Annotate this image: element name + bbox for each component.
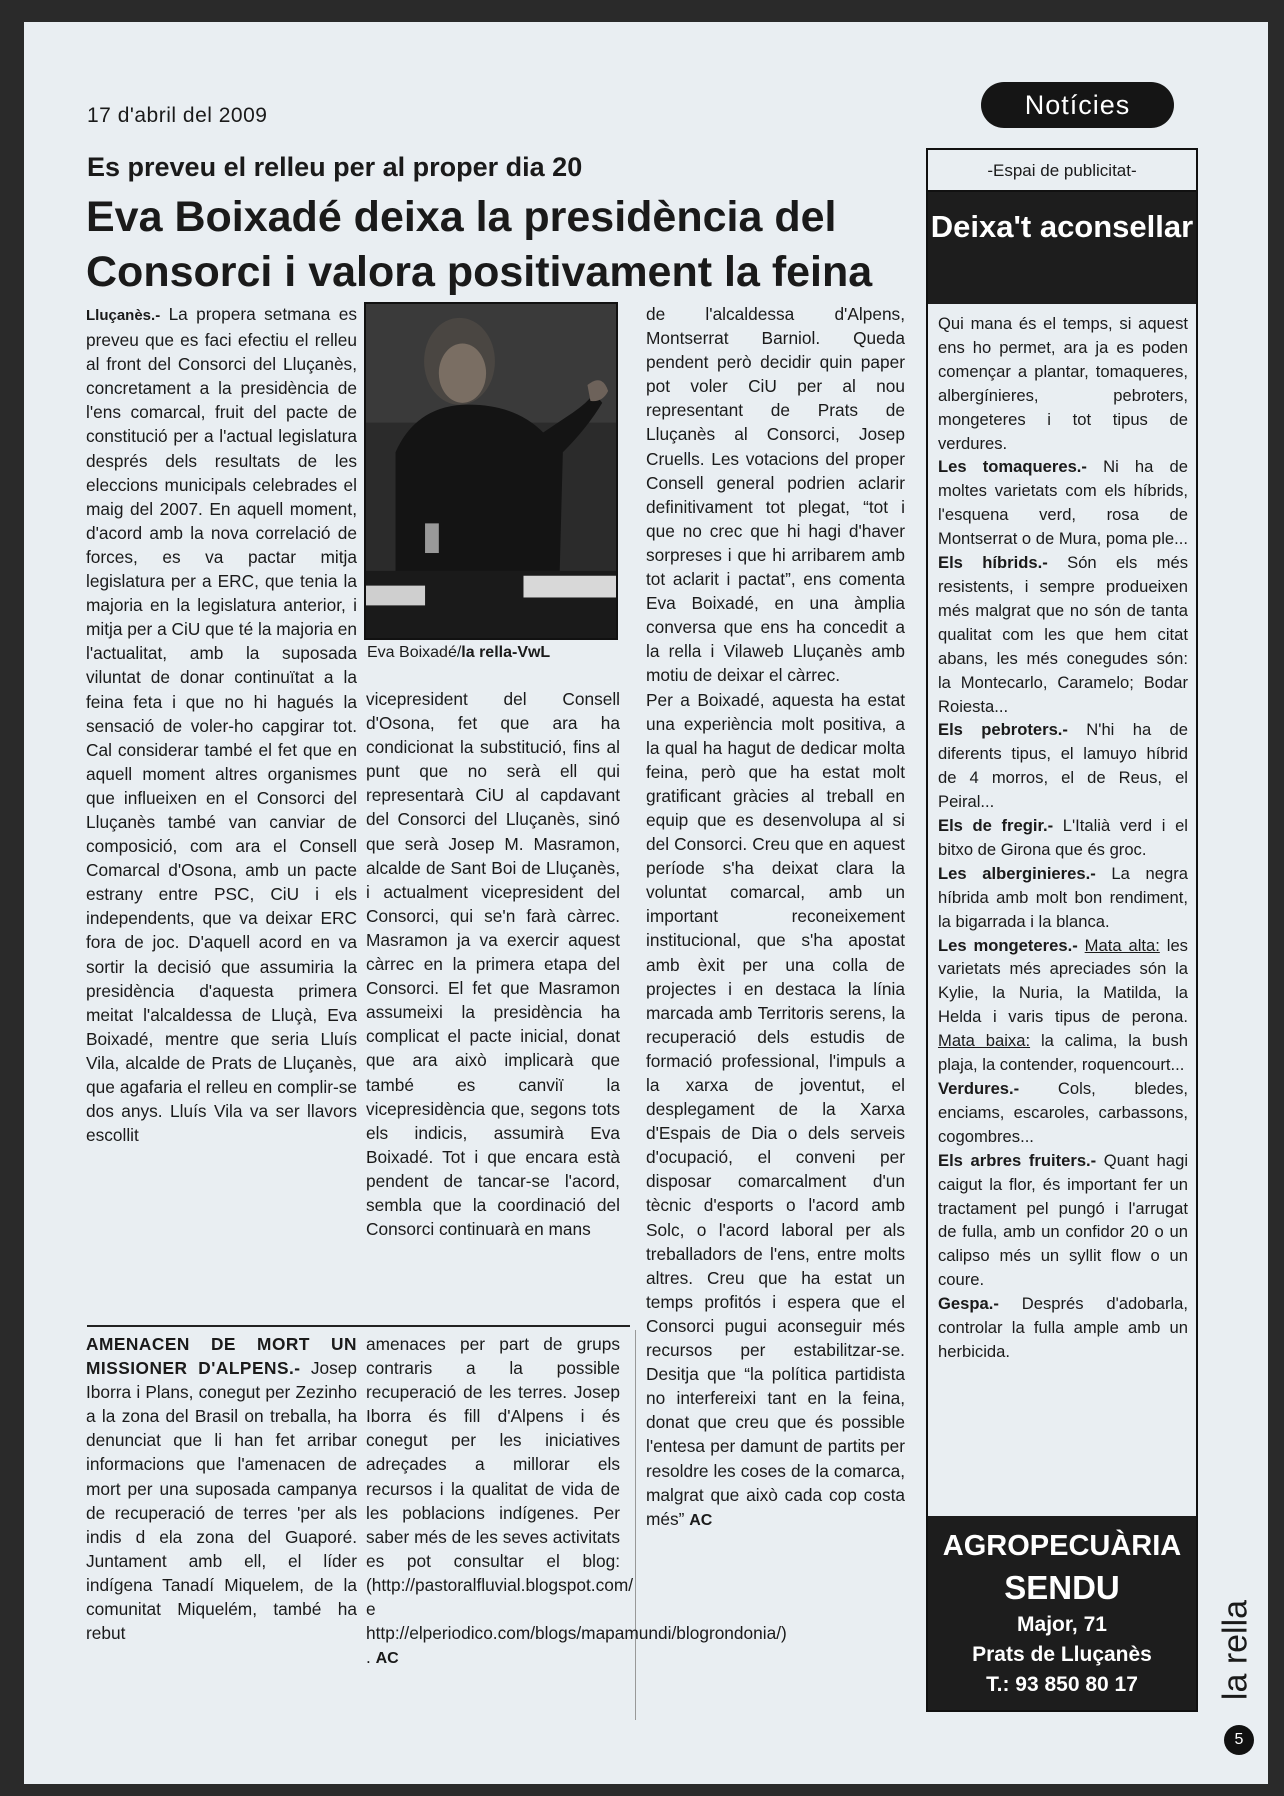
- ad-body: [928, 304, 1196, 1370]
- publication-brand: [1216, 1580, 1256, 1720]
- brief-signature: AC: [375, 1650, 399, 1668]
- ad-item-term: Els pebroters.-: [938, 720, 1068, 740]
- column-rule: [635, 1330, 636, 1720]
- ad-item-term: Els arbres fruiters.-: [938, 1150, 1097, 1170]
- brand-text: la rella: [1216, 1599, 1255, 1701]
- ad-mata-alta-label: Mata alta:: [1084, 935, 1160, 955]
- ad-item-term: Les tomaqueres.-: [938, 457, 1087, 477]
- ad-title: Deixa't aconsellar: [928, 192, 1196, 304]
- photo-caption-name: Eva Boixadé/: [367, 644, 462, 661]
- ad-item-text: La negra híbrida amb molt bon rendiment, la bigarrada i la blanca.: [938, 863, 1188, 931]
- brief-divider: [87, 1325, 630, 1327]
- business-name-line-2: SENDU: [1004, 1569, 1120, 1606]
- ad-business-block: [928, 1516, 1196, 1710]
- article-column-1: [86, 302, 357, 1147]
- ad-item-term: Els de fregir.-: [938, 816, 1054, 836]
- business-phone: T.: 93 850 80 17: [986, 1673, 1138, 1696]
- article-column-3: [646, 302, 905, 1533]
- ad-item-text: Són els més resistents, i sempre produeixen més malgrat que no són de tanta qualitat com les que hem citat abans, les més conegudes són: la Montecarlo, Caramelo; Bodar Roiesta...: [938, 553, 1188, 716]
- business-town: Prats de Lluçanès: [972, 1643, 1152, 1666]
- ad-item-term: Les alberginieres.-: [938, 863, 1096, 883]
- brief-col1-text: Josep Iborra i Plans, conegut per Zezinho a la zona del Brasil on treballa, ha denunciat que li han fet arribar informacions que l'amenacen de mort per una suposada campanya de recuperació de terres 'per als indis d ela zona del Guaporé. Juntament amb ell, el líder indígena Tanadí Miquelem, de la comunitat Miquelém, també ha rebut: [86, 1358, 357, 1644]
- brief-column-2: [366, 1332, 787, 1671]
- brief-column-1: [86, 1332, 357, 1645]
- page-number: 5: [1224, 1725, 1254, 1755]
- brief-col2-text: amenaces per part de grups contraris a la possible recuperació de les terres. Josep Iborra és fill d'Alpens i és conegut per les iniciatives adreçades a millorar els recursos i la qualitat de vida de les poblacions indígenes. Per saber més de les seves activitats es pot consultar el blog:(http://pastoralfluvial.blogspot.com/ e http://elperiodico.com/blogs/mapamundi/blogrondonia/) .: [366, 1334, 787, 1668]
- ad-item-term: Les mongeteres.-: [938, 935, 1078, 955]
- ad-item-term: Els híbrids.-: [938, 553, 1048, 573]
- article-headline: Eva Boixadé deixa la presidència del Consorci i valora positivament la feina: [86, 193, 873, 296]
- ad-item-text: Després d'adobarla, controlar la fulla ample amb un herbicida.: [938, 1294, 1188, 1361]
- person-photo-image: [366, 304, 616, 638]
- ad-intro: Qui mana és el temps, si aquest ens ho permet, ara ja es poden començar a plantar, tomaqueres, albergínieres, pebroters, mongeteres i tot tipus de verdures.: [938, 314, 1188, 453]
- ad-item-term: Verdures.-: [938, 1079, 1020, 1098]
- article-col1-text: La propera setmana es preveu que es faci efectiu el relleu al front del Consorci del Lluçanès, concretament a la presidència de l'ens comarcal, fruit del pacte de constitució per a l'actual legislatura després dels resultats de les eleccions municipals celebrades el maig del 2007. En aquell moment, d'acord amb la nova correlació de forces, es va pactar mitja legislatura per a ERC, que tenia la majoria en la legislatura anterior, i mitja per a CiU que té la majoria en l'actualitat, amb la suposada viluntat de donar continuïtat a la feina feta i que no hi hagués la sensació de voler-ho capgirar tot. Cal considerar també el fet que en aquell moment altres organismes que influeixen en el Consorci del Lluçanès també van canviar de composició, com ara el Consell Comarcal d'Osona, amb un pacte estrany entre PSC, CiU i els independents, que va deixar ERC fora de joc. D'aquell acord en va sortir la decisió que assumiria la presidència d'aquesta primera meitat l'alcaldessa de Lluçà, Eva Boixadé, mentre que seria Lluís Vila, alcalde de Prats de Lluçanès, que agafaria el relleu en complir-se dos anys. Lluís Vila va ser llavors escollit: [86, 304, 357, 1146]
- ad-item-text: Ni ha de moltes varietats com els híbrids, l'esquena verd, rosa de Montserrat o de Mura, poma ple...: [938, 457, 1188, 549]
- ad-item-text: N'hi ha de diferents tipus, el lamuyo híbrid de 4 morros, el de Reus, el Peiral...: [938, 720, 1188, 812]
- business-name-line-1: AGROPECUÀRIA: [942, 1530, 1182, 1562]
- newspaper-page: [24, 22, 1268, 1784]
- article-col3b-text: Per a Boixadé, aquesta ha estat una experiència molt positiva, a la qual ha hagut de dedicar molta feina, però que ha estat molt gratificant gràcies al treball en equip que es desenvolupa al si del Consorci. Creu que en aquest període s'ha deixat clara la voluntat comarcal, amb un important reconeixement institucional, que s'ha apostat amb èxit per una colla de projectes i en destaca la línia marcada amb Territoris serens, la recuperació dels estudis de formació professional, l'impuls a la xarxa de joventut, el desplegament de la Xarxa d'Espais de Dia o dels serveis d'ocupació, el conveni per disposar comarcalment d'un tècnic d'esports o l'acord amb Solc, o l'acord laboral per als treballadors de l'ens, entre molts altres. Creu que ha estat un temps profitós i espera que el Consorci pugui aconseguir més recursos per estabilitzar-se. Desitja que “la política partidista no interfereixi tant en la feina, donat que creu que és possible l'entesa per damunt de partits per resoldre les coses de la comarca, malgrat que això cada cop costa més”: [646, 689, 905, 1529]
- article-signature: AC: [689, 1511, 713, 1529]
- advertisement-box: [926, 148, 1198, 1712]
- ad-mata-baixa-label: Mata baixa:: [938, 1031, 1031, 1051]
- ad-item-text: Quant hagi caigut la flor, és important fer un tractament pel pungó i l'arrugat de fulla, amb un confidor 20 o un calipso més un syllit flow o un coure.: [938, 1150, 1188, 1290]
- ad-mata-baixa-text: la calima, la bush plaja, la contender, roquencourt...: [938, 1031, 1188, 1075]
- article-kicker: Es preveu el relleu per al proper dia 20: [87, 152, 583, 182]
- article-col2-text: vicepresident del Consell d'Osona, fet que ara ha condicionat la substitució, fins al punt que no serà ell qui representarà CiU al capdavant del Consorci del Lluçanès, sinó que serà Josep M. Masramon, alcalde de Sant Boi de Lluçanès, i actualment vicepresident del Consorci, qui se'n farà càrrec. Masramon ja va exercir aquest càrrec en la primera etapa del Consorci. El fet que Masramon assumeixi la presidència ha complicat el pacte inicial, donat que ara això implicarà que també es canviï la vicepresidència que, segons tots els indicis, assumirà Eva Boixadé. Tot i que encara està pendent de tancar-se l'acord, sembla que la coordinació del Consorci continuarà en mans: [366, 689, 620, 1240]
- article-photo: [364, 302, 618, 640]
- article-column-2: [366, 687, 620, 1241]
- issue-date: 17 d'abril del 2009: [87, 104, 268, 127]
- ad-label: -Espai de publicitat-: [928, 150, 1196, 192]
- business-address: Major, 71: [1017, 1613, 1107, 1636]
- photo-caption: [367, 644, 550, 662]
- photo-caption-credit: la rella-VwL: [461, 644, 551, 661]
- brief-heading: AMENACEN DE MORT UN MISSIONER D'ALPENS.-: [86, 1334, 357, 1379]
- ad-item-text: Cols, bledes, enciams, escaroles, carbassons, cogombres...: [938, 1079, 1188, 1146]
- article-col3a-text: de l'alcaldessa d'Alpens, Montserrat Barniol. Queda pendent però decidir quin paper pot voler CiU per al nou representant de Prats de Lluçanès al Consorci, Josep Cruells. Les votacions del proper Consell general podrien aclarir definitivament tot plegat, “tot i que no crec que hi hagi d'haver sorpreses i que hi arribarem amb tot aclarit i pactat”, ens comenta Eva Boixadé, en una àmplia conversa que ens ha concedit a la rella i Vilaweb Lluçanès amb motiu de deixar el càrrec.: [646, 304, 905, 686]
- ad-item-text: L'Italià verd i el bitxo de Girona que és groc.: [938, 816, 1188, 859]
- ad-mata-alta-text: les varietats més apreciades són la Kylie, la Nuria, la Matilda, la Helda i varis tipus de perona.: [938, 935, 1188, 1027]
- section-label: Notícies: [981, 82, 1174, 128]
- article-lead-word: Lluçanès.-: [86, 307, 161, 324]
- ad-item-term: Gespa.-: [938, 1294, 999, 1314]
